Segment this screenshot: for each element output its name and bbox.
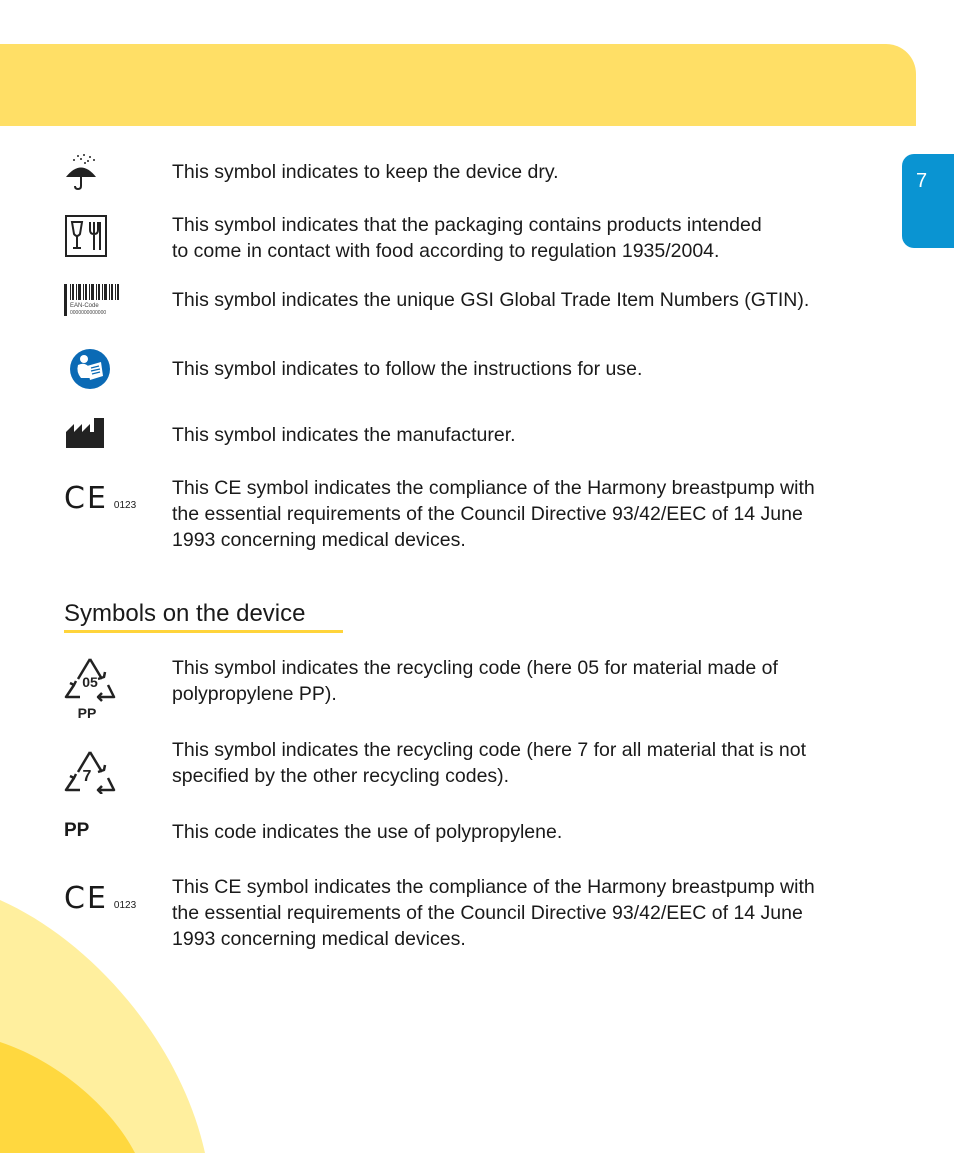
symbol-text-recycle-7: This symbol indicates the recycling code (here 7 for all material that is not specified by the other recycling codes).: [172, 739, 807, 787]
symbol-text-instructions: This symbol indicates to follow the instructions for use.: [172, 358, 643, 380]
symbol-text-food-contact: This symbol indicates that the packaging contains products intended to come in contact with food according to regulation 1935/2004.: [172, 214, 762, 262]
barcode-digits: 0000000000000: [70, 310, 107, 316]
symbol-text-barcode: This symbol indicates the unique GSI Global Trade Item Numbers (GTIN).: [172, 289, 810, 311]
keep-dry-icon: [64, 153, 100, 196]
instructions-icon: [69, 348, 111, 395]
symbol-text-keep-dry: This symbol indicates to keep the device dry.: [172, 161, 559, 183]
recycle-code-05: 05: [82, 674, 98, 690]
ce-notified-body-number: 0123: [113, 500, 137, 511]
manufacturer-icon: [66, 418, 104, 453]
barcode-icon: [64, 284, 122, 321]
recycle-code-7: 7: [82, 768, 92, 785]
ce-mark: CE: [64, 481, 108, 516]
page-number: 7: [916, 170, 928, 192]
food-contact-icon: [64, 214, 108, 263]
recycle-05-icon: [64, 655, 116, 728]
symbol-text-manufacturer: This symbol indicates the manufacturer.: [172, 424, 516, 446]
page-number-tab: [902, 154, 954, 248]
recycle-label-pp: PP: [77, 705, 97, 721]
ce-notified-body-number: 0123: [113, 900, 137, 911]
section-heading: Symbols on the device: [64, 600, 343, 633]
pp-code-label: PP: [64, 820, 90, 841]
header-band: [0, 44, 916, 126]
symbol-text-ce: This CE symbol indicates the compliance of the Harmony breastpump with the essential requirements of the Council Directive 93/42/EEC of 14 June 1993 concerning medical devices.: [172, 477, 815, 551]
ce-mark-icon: [64, 881, 137, 916]
symbol-text-recycle-05: This symbol indicates the recycling code (here 05 for material made of polypropylene PP).: [172, 657, 778, 705]
ce-mark: CE: [64, 881, 108, 916]
symbol-text-pp: This code indicates the use of polypropylene.: [172, 821, 563, 843]
ce-mark-icon: [64, 481, 137, 516]
recycle-7-icon: [64, 748, 116, 799]
symbol-text-ce-device: This CE symbol indicates the compliance of the Harmony breastpump with the essential requirements of the Council Directive 93/42/EEC of 14 June 1993 concerning medical devices.: [172, 876, 815, 950]
barcode-label: EAN-Code: [70, 303, 99, 309]
